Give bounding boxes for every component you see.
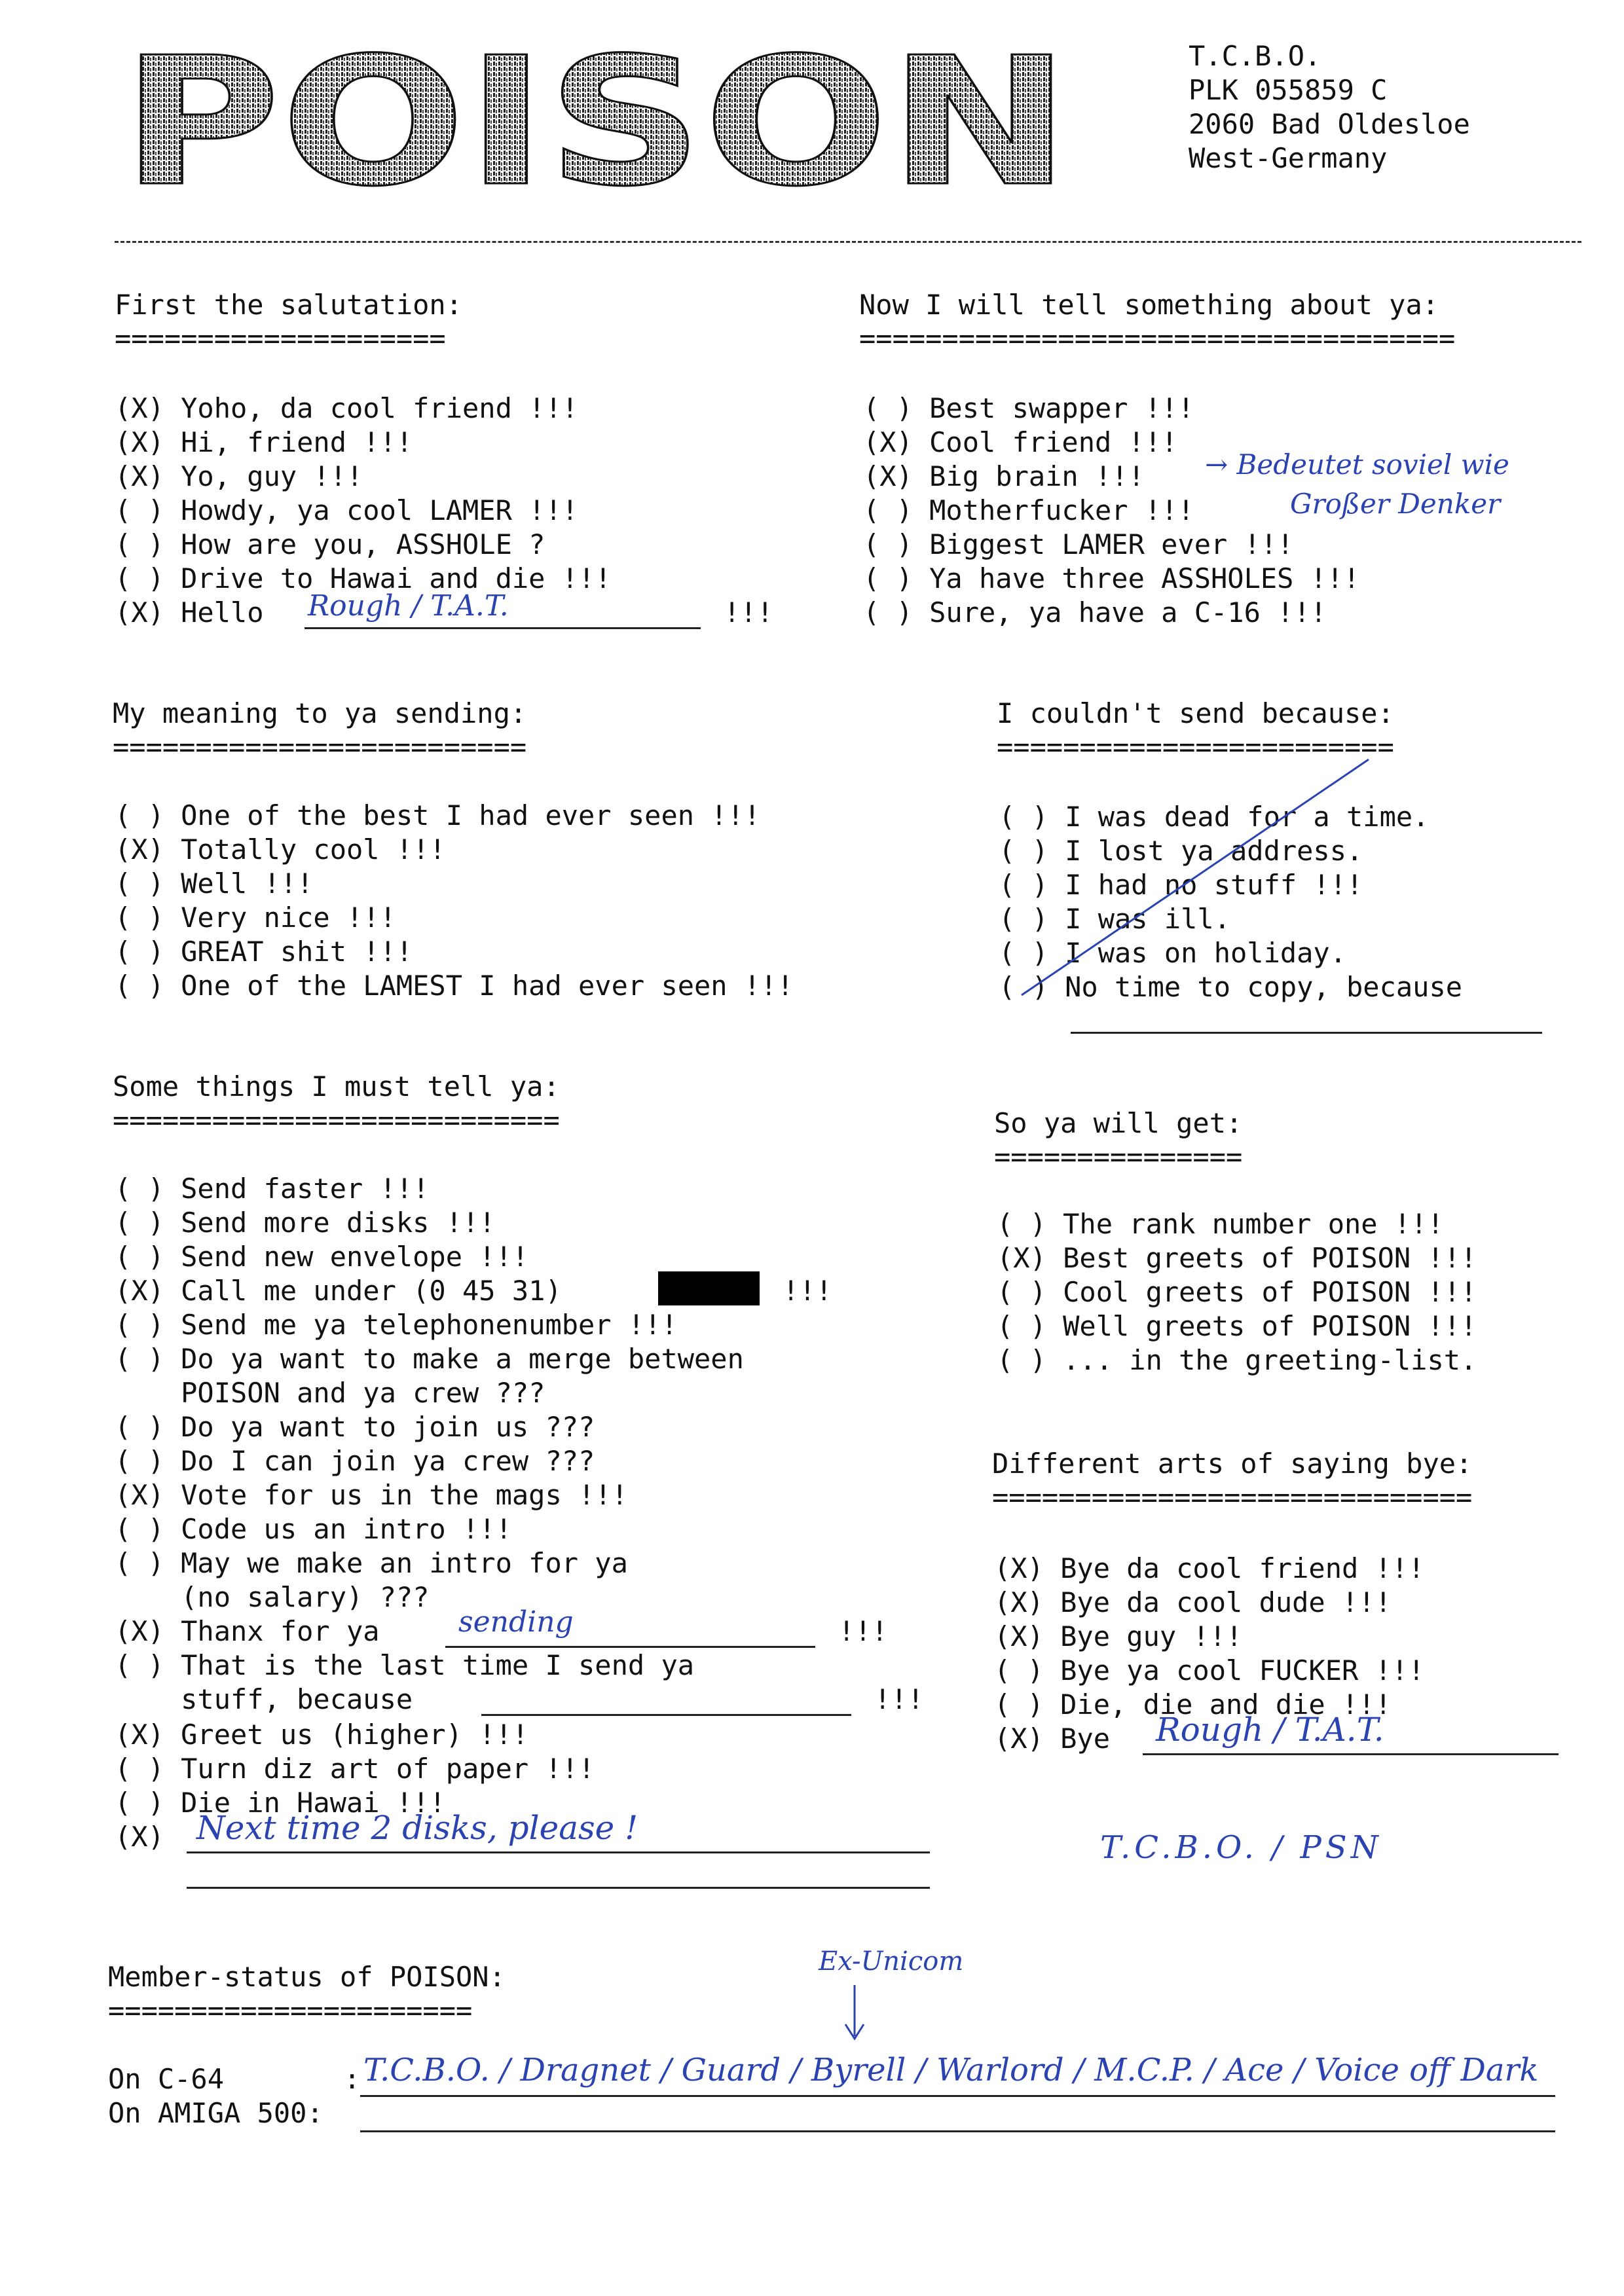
checkbox-item[interactable]: ( ) The rank number one !!! bbox=[997, 1208, 1444, 1240]
checkbox-item[interactable]: (X) Thanx for ya bbox=[115, 1615, 380, 1647]
fill-line bbox=[360, 2130, 1555, 2132]
checkbox-item[interactable]: ( ) That is the last time I send ya bbox=[115, 1649, 695, 1681]
checkbox-item[interactable]: ( ) Bye ya cool FUCKER !!! bbox=[994, 1654, 1425, 1686]
exclaim-text: !!! bbox=[838, 1615, 888, 1647]
section-title: First the salutation: bbox=[115, 289, 463, 321]
section-title: Different arts of saying bye: bbox=[992, 1448, 1473, 1480]
section-underline: ======================== bbox=[997, 731, 1394, 763]
handwritten-bye-name: Rough / T.A.T. bbox=[1156, 1711, 1384, 1749]
checkbox-item[interactable]: ( ) Die in Hawai !!! bbox=[115, 1787, 446, 1819]
checkbox-item[interactable]: (X) Yoho, da cool friend !!! bbox=[115, 392, 579, 424]
checkbox-item[interactable]: ( ) Biggest LAMER ever !!! bbox=[863, 528, 1294, 560]
fill-line bbox=[481, 1714, 851, 1716]
header-divider bbox=[115, 241, 1581, 243]
address-line: West-Germany bbox=[1189, 142, 1388, 174]
section-title: Now I will tell something about ya: bbox=[859, 289, 1439, 321]
logo-text: POISON bbox=[121, 46, 1071, 203]
fill-line bbox=[445, 1646, 815, 1648]
poison-logo bbox=[121, 46, 1071, 203]
fill-line bbox=[187, 1887, 930, 1889]
checkbox-item[interactable]: ( ) I had no stuff !!! bbox=[999, 869, 1363, 901]
section-title: I couldn't send because: bbox=[997, 697, 1394, 729]
checkbox-item[interactable]: ( ) Best swapper !!! bbox=[863, 392, 1194, 424]
checkbox-item[interactable]: ( ) I was on holiday. bbox=[999, 937, 1347, 969]
checkbox-item[interactable]: ( ) Send faster !!! bbox=[115, 1173, 430, 1205]
arrow-down-icon bbox=[841, 1984, 868, 2043]
checkbox-item[interactable]: ( ) Very nice !!! bbox=[115, 902, 396, 934]
checkbox-item[interactable]: (X) Cool friend !!! bbox=[863, 426, 1178, 458]
checkbox-item[interactable]: ( ) I was dead for a time. bbox=[999, 801, 1430, 833]
section-title: Some things I must tell ya: bbox=[113, 1070, 560, 1102]
checkbox-item[interactable]: ( ) ... in the greeting-list. bbox=[997, 1344, 1477, 1376]
checkbox-item[interactable]: (X) Bye da cool friend !!! bbox=[994, 1552, 1425, 1584]
section-underline: ==================================== bbox=[859, 322, 1456, 354]
checkbox-item[interactable]: (X) Bye da cool dude !!! bbox=[994, 1586, 1392, 1618]
checkbox-item[interactable]: (X) Bye guy !!! bbox=[994, 1620, 1243, 1652]
checkbox-item[interactable]: ( ) Howdy, ya cool LAMER !!! bbox=[115, 494, 579, 526]
handwritten-hello-name: Rough / T.A.T. bbox=[308, 589, 509, 623]
checkbox-item[interactable]: ( ) I lost ya address. bbox=[999, 835, 1363, 867]
checkbox-item[interactable]: (X) Hello bbox=[115, 596, 264, 629]
checkbox-item[interactable]: ( ) May we make an intro for ya bbox=[115, 1547, 628, 1579]
checkbox-item[interactable]: ( ) Do ya want to make a merge between bbox=[115, 1343, 744, 1375]
fill-line bbox=[187, 1851, 930, 1853]
checkbox-item[interactable]: ( ) Send more disks !!! bbox=[115, 1207, 496, 1239]
section-underline: ========================= bbox=[113, 731, 527, 763]
strike-line bbox=[995, 746, 1388, 1008]
checkbox-item[interactable]: (X) Call me under (0 45 31) bbox=[115, 1275, 562, 1307]
fill-line bbox=[304, 627, 701, 629]
checkbox-item[interactable]: ( ) Do I can join ya crew ??? bbox=[115, 1445, 595, 1477]
checkbox-item[interactable]: (X) Yo, guy !!! bbox=[115, 460, 363, 492]
checkbox-item[interactable]: (X) Big brain !!! bbox=[863, 460, 1145, 492]
checkbox-item[interactable]: (X) Totally cool !!! bbox=[115, 833, 446, 866]
checkbox-item[interactable]: ( ) Well greets of POISON !!! bbox=[997, 1310, 1477, 1342]
handwritten-note: Großer Denker bbox=[1290, 488, 1501, 520]
checkbox-item-cont: stuff, because bbox=[115, 1683, 413, 1715]
address-line: T.C.B.O. bbox=[1189, 40, 1321, 72]
checkbox-item[interactable]: ( ) Turn diz art of paper !!! bbox=[115, 1753, 595, 1785]
checkbox-item[interactable]: (X) Best greets of POISON !!! bbox=[997, 1242, 1477, 1274]
checkbox-item[interactable]: (X) Vote for us in the mags !!! bbox=[115, 1479, 628, 1511]
section-title: Member-status of POISON: bbox=[108, 1961, 506, 1993]
checkbox-item[interactable]: ( ) Drive to Hawai and die !!! bbox=[115, 562, 612, 594]
handwritten-ex-unicom: Ex-Unicom bbox=[819, 1946, 964, 1977]
checkbox-item[interactable]: (X) Bye bbox=[994, 1722, 1111, 1755]
handwritten-c64-members: T.C.B.O. / Dragnet / Guard / Byrell / Warlord / M.C.P. / Ace / Voice off Dark bbox=[363, 2052, 1539, 2088]
checkbox-item[interactable]: ( ) Code us an intro !!! bbox=[115, 1513, 512, 1545]
checkbox-item[interactable]: ( ) One of the LAMEST I had ever seen !!! bbox=[115, 970, 794, 1002]
exclaim-text: !!! bbox=[783, 1275, 832, 1307]
section-title: My meaning to ya sending: bbox=[113, 697, 527, 729]
section-underline: ============================= bbox=[992, 1481, 1473, 1513]
checkbox-item[interactable]: ( ) Ya have three ASSHOLES !!! bbox=[863, 562, 1360, 594]
redacted-number bbox=[658, 1271, 760, 1305]
c64-label: On C-64 bbox=[108, 2063, 225, 2095]
checkbox-item[interactable]: (X) bbox=[115, 1821, 164, 1853]
exclaim-text: !!! bbox=[724, 596, 773, 629]
checkbox-item[interactable]: ( ) How are you, ASSHOLE ? bbox=[115, 528, 545, 560]
handwritten-signature: T.C.B.O. / PSN bbox=[1100, 1829, 1382, 1866]
address-line: 2060 Bad Oldesloe bbox=[1189, 108, 1470, 140]
checkbox-item[interactable]: ( ) Do ya want to join us ??? bbox=[115, 1411, 595, 1443]
fill-line bbox=[1071, 1032, 1542, 1034]
handwritten-thanx: sending bbox=[458, 1605, 574, 1639]
checkbox-item[interactable]: (X) Greet us (higher) !!! bbox=[115, 1719, 529, 1751]
amiga-label: On AMIGA 500: bbox=[108, 2097, 323, 2129]
section-title: So ya will get: bbox=[994, 1107, 1243, 1139]
section-underline: ==================== bbox=[115, 322, 446, 354]
section-underline: ====================== bbox=[108, 1994, 473, 2026]
checkbox-item[interactable]: ( ) Send new envelope !!! bbox=[115, 1241, 529, 1273]
exclaim-text: !!! bbox=[874, 1683, 924, 1715]
handwritten-next-time: Next time 2 disks, please ! bbox=[196, 1809, 638, 1847]
checkbox-item[interactable]: ( ) One of the best I had ever seen !!! bbox=[115, 799, 761, 831]
checkbox-item[interactable]: ( ) Send me ya telephonenumber !!! bbox=[115, 1309, 678, 1341]
checkbox-item[interactable]: (X) Hi, friend !!! bbox=[115, 426, 413, 458]
checkbox-item[interactable]: ( ) No time to copy, because bbox=[999, 971, 1463, 1003]
checkbox-item[interactable]: ( ) Cool greets of POISON !!! bbox=[997, 1276, 1477, 1308]
handwritten-note: → Bedeutet soviel wie bbox=[1205, 448, 1509, 481]
section-underline: =============== bbox=[994, 1140, 1243, 1173]
fill-line bbox=[1143, 1753, 1559, 1755]
checkbox-item-cont: (no salary) ??? bbox=[115, 1581, 430, 1613]
section-underline: =========================== bbox=[113, 1104, 560, 1136]
checkbox-item[interactable]: ( ) Sure, ya have a C-16 !!! bbox=[863, 596, 1327, 629]
checkbox-item[interactable]: ( ) I was ill. bbox=[999, 903, 1231, 935]
fill-line bbox=[360, 2095, 1555, 2097]
checkbox-item[interactable]: ( ) Die, die and die !!! bbox=[994, 1688, 1392, 1721]
address-line: PLK 055859 C bbox=[1189, 74, 1388, 106]
c64-colon: : bbox=[344, 2063, 361, 2095]
checkbox-item[interactable]: ( ) Motherfucker !!! bbox=[863, 494, 1194, 526]
checkbox-item[interactable]: ( ) Well !!! bbox=[115, 867, 314, 900]
checkbox-item-cont: POISON and ya crew ??? bbox=[115, 1377, 545, 1409]
checkbox-item[interactable]: ( ) GREAT shit !!! bbox=[115, 936, 413, 968]
